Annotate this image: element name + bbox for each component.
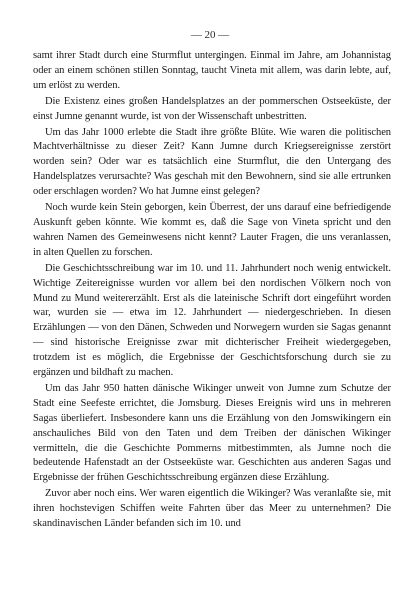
paragraph-2: Die Existenz eines großen Handelsplatzes an der pommerschen Ostseeküste, der einst Jumne genannt wurde, ist von der Wissenschaft unbestritten. (33, 95, 391, 122)
paragraph-6: Um das Jahr 950 hatten dänische Wikinger unweit von Jumne zum Schutze der Stadt eine Seefeste errichtet, die Jomsburg. Dieses Ereignis wird uns in mehreren Sagas überliefert. Insbesondere kann uns die Erzählung von den Jomswikingern ein anschauliches Bild von den Taten und dem Treiben der dänischen Wikinger vermitteln, die die Geschichte Pommerns mitbestimmten, als Jumne noch die bedeutende Hafenstadt an der Ostseeküste war. Geschichten aus anderen Sagas und Ergebnisse der frühen Geschichtsschreibung ergänzen diese Erzählung. (33, 382, 391, 484)
page-number: — 20 — (190, 29, 230, 41)
paragraph-3: Um das Jahr 1000 erlebte die Stadt ihre größte Blüte. Wie waren die politischen Machtverhältnisse zu dieser Zeit? Kann Jumne durch Kriegsereignisse zerstört worden sein? Oder war es tatsächlich eine Sturmflut, die den Untergang des Handelsplatzes verursachte? Was geschah mit den Bewohnern, sind sie alle ertrunken oder erschlagen worden? Wo hat Jumne einst gelegen? (33, 126, 391, 198)
paragraph-1: samt ihrer Stadt durch eine Sturmflut untergingen. Einmal im Jahre, am Johannistag oder an einem schönen stillen Sonntag, taucht Vineta mit allem, was darin lebte, auf, um erlöst zu werden. (33, 50, 391, 91)
paragraph-5: Die Geschichtsschreibung war im 10. und 11. Jahrhundert noch wenig entwickelt. Wichtige Zeitereignisse wurden vor allem bei den nordischen Völkern noch von Mund zu Mund weitererzählt. Erst als die lateinische Schrift dort eingeführt worden war, wurden sie — etwa im 12. Jahrhundert — niedergeschrieben. In diesen Erzählungen — von den Dänen, Schweden und Norwegern wurden sie Sagas genannt — sind historische Ereignisse zwar mit dichterischer Freiheit wiedergegeben, trotzdem ist es möglich, die Ergebnisse der Geschichtsforschung durch sie zu ergänzen und bildhaft zu machen. (33, 262, 391, 379)
body-text (33, 49, 391, 533)
paragraph-4: Noch wurde kein Stein geborgen, kein Überrest, der uns darauf eine befriedigende Auskunft geben könnte. Wie kommt es, daß die Sage von Vineta spricht und den wahren Namen des Gemeinwesens nicht kennt? Lauter Fragen, die uns veranlassen, in alten Quellen zu forschen. (33, 202, 391, 258)
paragraph-7: Zuvor aber noch eins. Wer waren eigentlich die Wikinger? Was veranlaßte sie, mit ihren hochstevigen Schiffen weite Fahrten über das Meer zu unternehmen? Die skandinavischen Länder befanden sich im 10. und (33, 488, 391, 530)
